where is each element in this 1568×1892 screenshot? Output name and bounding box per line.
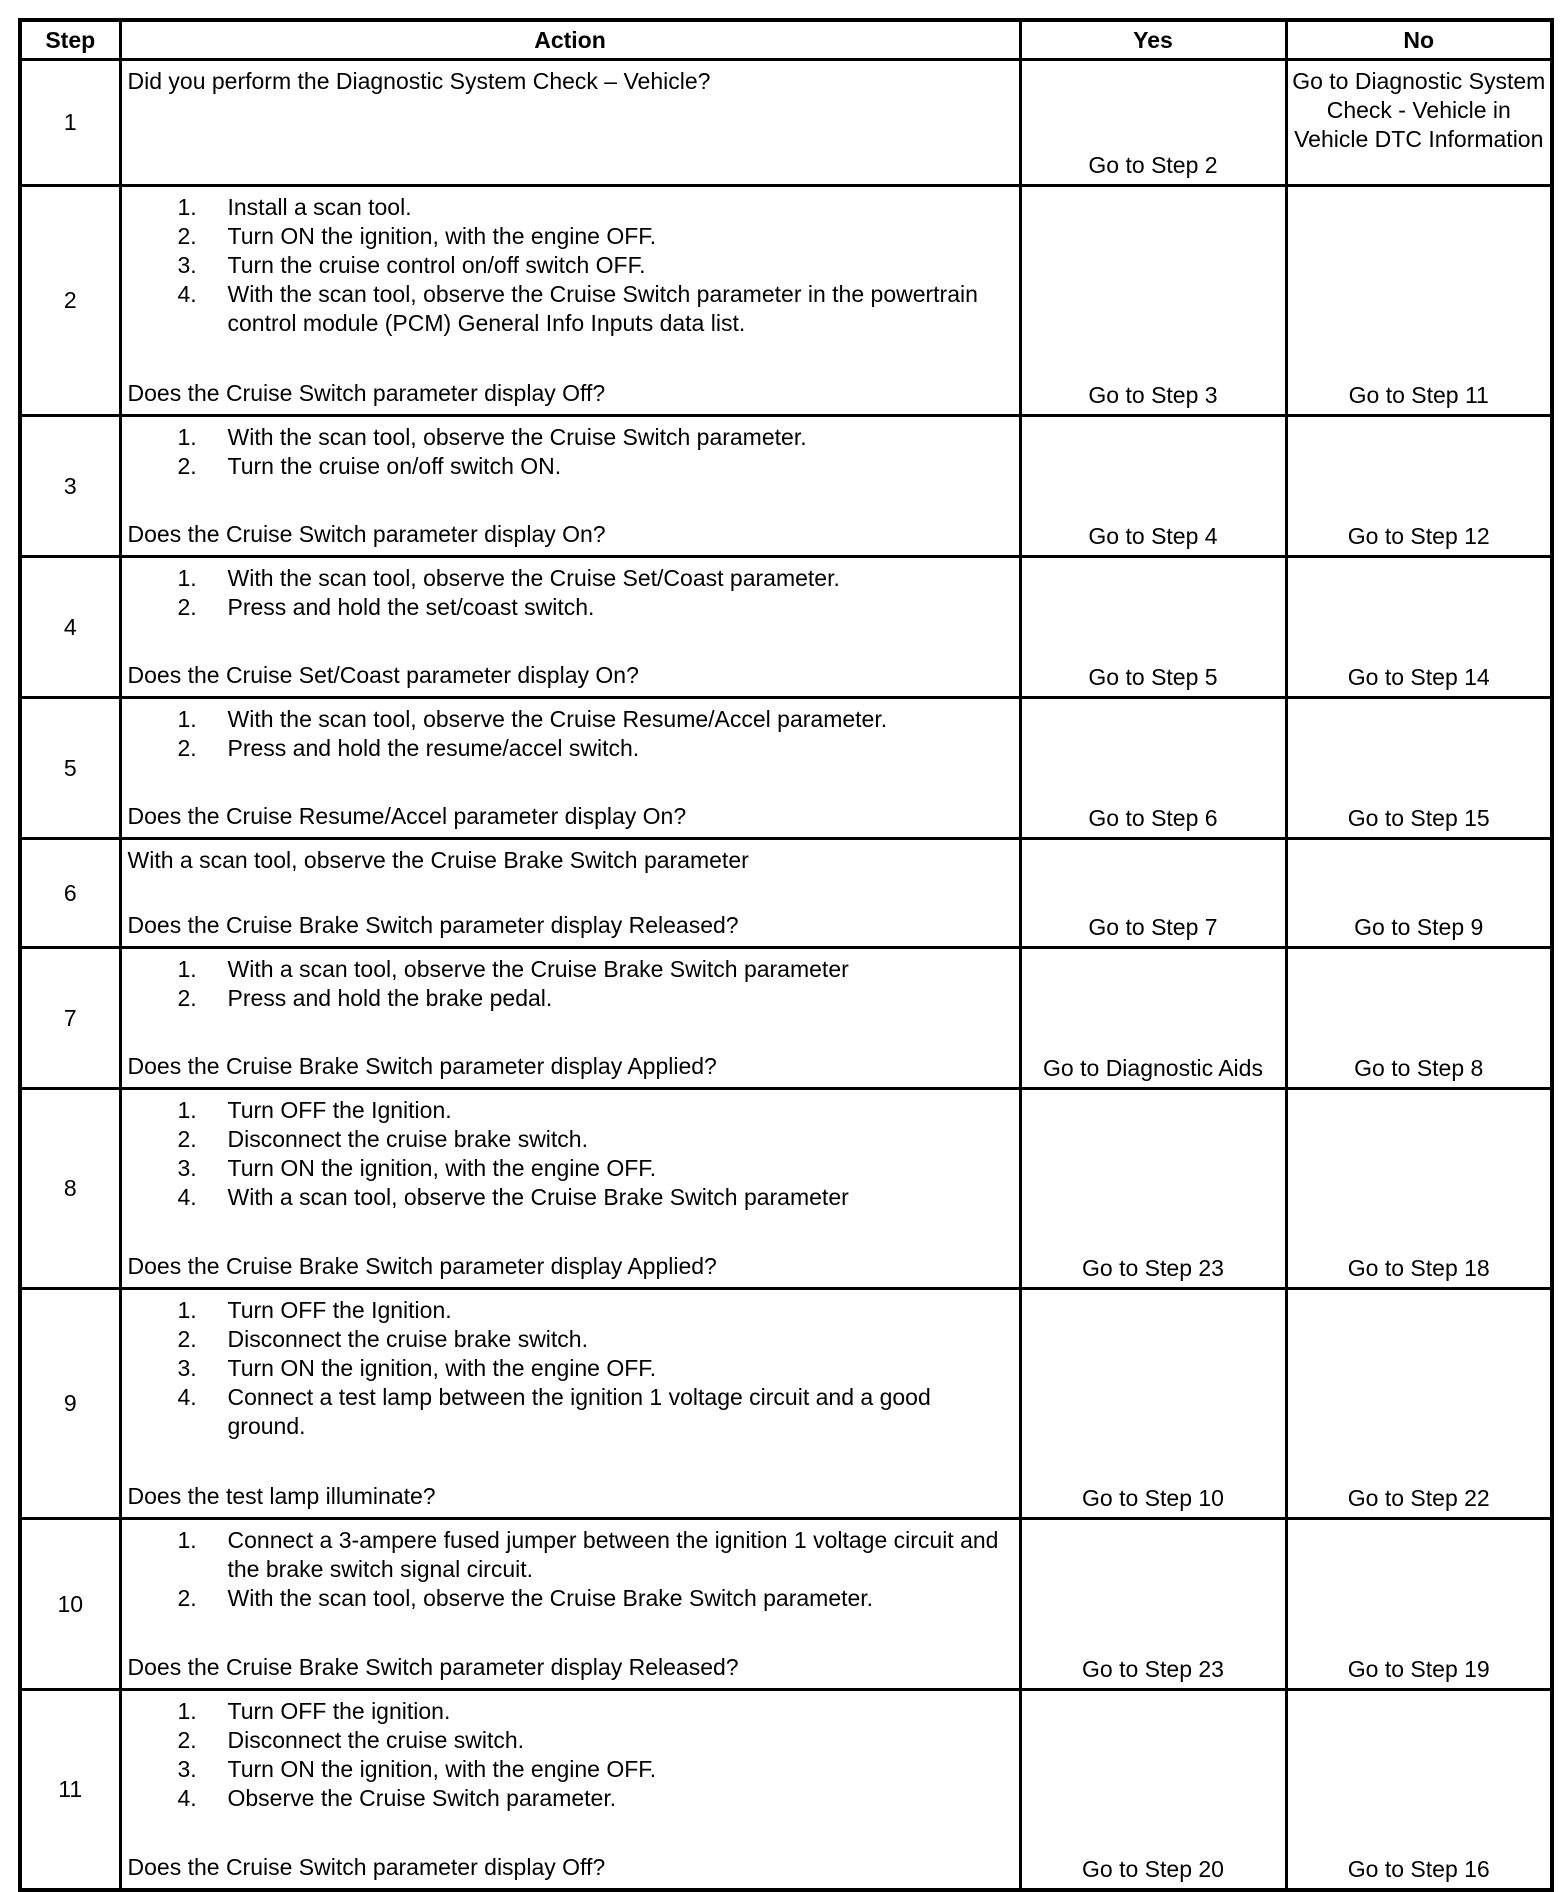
table-row [20,698,1552,839]
yes-result: Go to Step 3 [1020,186,1286,416]
action-question: Does the Cruise Set/Coast parameter display On? [127,662,639,688]
list-item [128,280,1013,338]
action-cell [120,948,1020,1089]
list-item-number: 1. [177,1698,197,1724]
list-item-text: Turn OFF the Ignition. [227,1297,452,1323]
list-item-text: Turn ON the ignition, with the engine OFF. [227,1155,657,1181]
list-item [128,1383,1013,1441]
list-item-number: 2. [177,985,197,1011]
list-item-number: 2. [177,223,197,249]
list-item-text: Install a scan tool. [227,194,412,220]
list-item [128,1325,1013,1354]
action-list [128,423,1013,481]
yes-result: Go to Step 4 [1020,416,1286,557]
table-row [20,1690,1552,1891]
list-item [128,452,1013,481]
no-result: Go to Step 11 [1286,186,1552,416]
yes-result: Go to Step 6 [1020,698,1286,839]
list-item [128,251,1013,280]
list-item [128,955,1013,984]
yes-result: Go to Step 23 [1020,1089,1286,1289]
table-row [20,416,1552,557]
list-item-number: 2. [177,1585,197,1611]
list-item-text: Connect a test lamp between the ignition 1 voltage circuit and a good ground. [227,1384,931,1439]
list-item-number: 2. [177,594,197,620]
list-item-number: 4. [177,1384,197,1410]
list-item [128,222,1013,251]
table-row [20,60,1552,186]
list-item-text: Press and hold the resume/accel switch. [227,735,640,761]
list-item [128,1183,1013,1212]
list-item-text: Observe the Cruise Switch parameter. [227,1785,617,1811]
list-item [128,1096,1013,1125]
step-number: 7 [20,948,120,1089]
list-item-number: 1. [177,956,197,982]
list-item-number: 2. [177,735,197,761]
list-item-text: Turn ON the ignition, with the engine OFF. [227,1756,657,1782]
list-item-text: With a scan tool, observe the Cruise Brake Switch parameter [227,1184,849,1210]
header-no: No [1286,20,1552,60]
header-yes: Yes [1020,20,1286,60]
list-item-text: With the scan tool, observe the Cruise Set/Coast parameter. [227,565,840,591]
header-step: Step [20,20,120,60]
no-result: Go to Step 8 [1286,948,1552,1089]
action-list [128,564,1013,622]
action-cell [120,1519,1020,1690]
list-item-number: 4. [177,281,197,307]
list-item [128,1296,1013,1325]
table-row [20,839,1552,948]
action-question: Does the Cruise Brake Switch parameter display Applied? [127,1253,717,1279]
action-cell [120,839,1020,948]
list-item [128,1784,1013,1813]
yes-result: Go to Step 7 [1020,839,1286,948]
header-action: Action [120,20,1020,60]
no-result: Go to Step 19 [1286,1519,1552,1690]
step-number: 10 [20,1519,120,1690]
list-item-text: Turn OFF the ignition. [227,1698,451,1724]
action-question: Does the test lamp illuminate? [127,1483,436,1509]
action-list [128,955,1013,1013]
list-item-number: 1. [177,194,197,220]
table-row [20,948,1552,1089]
list-item [128,1584,1013,1613]
list-item-text: Press and hold the set/coast switch. [227,594,595,620]
diagnostic-table [18,18,1554,1892]
no-result: Go to Step 18 [1286,1089,1552,1289]
action-cell [120,698,1020,839]
list-item-number: 3. [177,1155,197,1181]
action-cell [120,557,1020,698]
list-item [128,1726,1013,1755]
action-list [128,1697,1013,1813]
action-cell [120,1690,1020,1891]
list-item-number: 4. [177,1785,197,1811]
list-item-text: With the scan tool, observe the Cruise Switch parameter. [227,424,807,450]
list-item-text: With the scan tool, observe the Cruise Resume/Accel parameter. [227,706,888,732]
table-row [20,557,1552,698]
list-item [128,593,1013,622]
no-result: Go to Step 12 [1286,416,1552,557]
list-item-number: 3. [177,1756,197,1782]
yes-result: Go to Step 10 [1020,1289,1286,1519]
list-item-text: With the scan tool, observe the Cruise Brake Switch parameter. [227,1585,874,1611]
action-question: Does the Cruise Switch parameter display Off? [127,1854,606,1880]
list-item-number: 4. [177,1184,197,1210]
action-question: Does the Cruise Brake Switch parameter display Applied? [127,1053,717,1079]
list-item [128,1755,1013,1784]
action-question: Does the Cruise Brake Switch parameter display Released? [127,1654,739,1680]
step-number: 8 [20,1089,120,1289]
list-item-text: Connect a 3-ampere fused jumper between the ignition 1 voltage circuit and the brake switch signal circuit. [227,1527,999,1582]
list-item [128,984,1013,1013]
step-number: 11 [20,1690,120,1891]
action-question: Does the Cruise Resume/Accel parameter display On? [127,803,687,829]
yes-result: Go to Step 23 [1020,1519,1286,1690]
step-number: 2 [20,186,120,416]
action-list [128,1526,1013,1613]
action-list [128,193,1013,338]
list-item-text: Turn ON the ignition, with the engine OFF. [227,223,657,249]
action-intro: Did you perform the Diagnostic System Check – Vehicle? [127,68,711,94]
action-list [128,1296,1013,1441]
table-row [20,1089,1552,1289]
list-item-text: Disconnect the cruise brake switch. [227,1326,588,1352]
list-item [128,193,1013,222]
list-item [128,705,1013,734]
step-number: 5 [20,698,120,839]
no-result: Go to Step 14 [1286,557,1552,698]
list-item [128,734,1013,763]
yes-result: Go to Step 2 [1020,60,1286,186]
action-intro: With a scan tool, observe the Cruise Brake Switch parameter [127,847,749,873]
list-item-number: 1. [177,424,197,450]
action-cell [120,416,1020,557]
list-item-text: Turn the cruise on/off switch ON. [227,453,562,479]
table-row [20,186,1552,416]
list-item-number: 2. [177,453,197,479]
list-item [128,564,1013,593]
list-item-text: With a scan tool, observe the Cruise Brake Switch parameter [227,956,849,982]
step-number: 1 [20,60,120,186]
list-item-number: 1. [177,565,197,591]
list-item-number: 1. [177,1297,197,1323]
step-number: 4 [20,557,120,698]
list-item-number: 1. [177,1097,197,1123]
step-number: 3 [20,416,120,557]
yes-result: Go to Step 20 [1020,1690,1286,1891]
list-item-text: Turn the cruise control on/off switch OFF. [227,252,646,278]
list-item [128,1697,1013,1726]
list-item [128,423,1013,452]
step-number: 6 [20,839,120,948]
header-row [20,20,1552,60]
no-result: Go to Step 15 [1286,698,1552,839]
list-item [128,1354,1013,1383]
list-item-text: Turn ON the ignition, with the engine OFF. [227,1355,657,1381]
list-item [128,1526,1013,1584]
list-item-number: 3. [177,252,197,278]
list-item-text: Turn OFF the Ignition. [227,1097,452,1123]
list-item-number: 2. [177,1727,197,1753]
no-result: Go to Diagnostic System Check - Vehicle in Vehicle DTC Information [1286,60,1552,186]
action-cell [120,1089,1020,1289]
action-question: Does the Cruise Switch parameter display On? [127,521,606,547]
list-item-text: With the scan tool, observe the Cruise Switch parameter in the powertrain control module (PCM) General Info Inputs data list. [227,281,978,336]
list-item-number: 2. [177,1326,197,1352]
yes-result: Go to Diagnostic Aids [1020,948,1286,1089]
no-result: Go to Step 22 [1286,1289,1552,1519]
step-number: 9 [20,1289,120,1519]
list-item [128,1154,1013,1183]
list-item-text: Disconnect the cruise switch. [227,1727,525,1753]
action-question: Does the Cruise Switch parameter display Off? [127,380,606,406]
list-item-number: 2. [177,1126,197,1152]
no-result: Go to Step 9 [1286,839,1552,948]
action-cell [120,1289,1020,1519]
no-result: Go to Step 16 [1286,1690,1552,1891]
table-row [20,1289,1552,1519]
list-item-text: Disconnect the cruise brake switch. [227,1126,588,1152]
list-item-text: Press and hold the brake pedal. [227,985,553,1011]
action-cell [120,60,1020,186]
list-item-number: 1. [177,1527,197,1553]
list-item-number: 3. [177,1355,197,1381]
action-list [128,1096,1013,1212]
action-cell [120,186,1020,416]
table-row [20,1519,1552,1690]
list-item-number: 1. [177,706,197,732]
yes-result: Go to Step 5 [1020,557,1286,698]
list-item [128,1125,1013,1154]
action-list [128,705,1013,763]
action-question: Does the Cruise Brake Switch parameter display Released? [127,912,739,938]
